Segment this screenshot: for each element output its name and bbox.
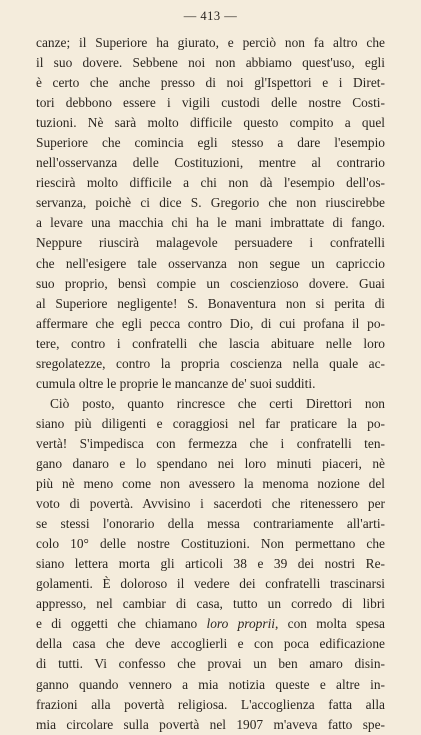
text-line: se stessi l'onorario della messa contrariamente all'arti- [36, 516, 385, 532]
text-line: della casa che deve accoglierli e con poca edificazione [36, 636, 385, 652]
text-line: mia circolare sulla povertà nel 1907 m'aveva fatto spe- [36, 716, 385, 732]
text-line: Neppure riuscirà malagevole persuadere i confratelli [36, 235, 385, 251]
text-line: affermare che egli pecca contro Dio, di cui profana il po- [36, 315, 385, 331]
text-line: sregolatezze, contro la propria coscienza nella quale ac- [36, 355, 385, 371]
text-line: riescirà molto difficile a chi non dà l'esempio dell'os- [36, 175, 385, 191]
text-line: cumula oltre le proprie le mancanze de' suoi sudditi. [36, 375, 316, 391]
text-line: siano lettera morta gli articoli 38 e 39 dei nostri Re- [36, 556, 385, 572]
text-line: ganno quando vennero a mia notizia queste e altre in- [36, 676, 385, 692]
body-text [36, 33, 385, 735]
text-line: gano danaro e lo spendano nei loro minuti piaceri, nè [36, 455, 385, 471]
text-line: tere, contro i confratelli che lascia abituare nelle loro [36, 335, 385, 351]
text-segment: , con molta spesa [275, 616, 385, 632]
text-line: a levare una macchia chi ha le mani imbrattate di fango. [36, 215, 385, 231]
text-segment: e di oggetti che chiamano [36, 616, 207, 632]
text-line: tuzioni. Nè sarà molto difficile questo compito a quel [36, 115, 385, 131]
text-line: al Superiore negligente! S. Bonaventura non si perita di [36, 295, 385, 311]
text-line: golamenti. È doloroso il vedere dei confratelli trascinarsi [36, 576, 385, 592]
page-number: — 413 — [183, 9, 238, 23]
text-line: nell'osservanza delle Costituzioni, mentre al contrario [36, 155, 385, 171]
italic-phrase: loro proprii [206, 616, 276, 632]
text-line-with-italic [36, 614, 385, 634]
text-line: suo proprio, bensì compie un coscienzioso dovere. Guai [36, 275, 385, 291]
paragraph-first-line: Ciò posto, quanto rincresce che certi Direttori non [50, 395, 385, 411]
text-line: siano più diligenti e coraggiosi nel far praticare la po- [36, 415, 385, 431]
text-line: canze; il Superiore ha giurato, e perciò non fa altro che [36, 35, 385, 50]
text-line: di tutti. Vi confesso che provai un ben amaro disin- [36, 656, 385, 672]
text-line: è certo che anche presso di noi gl'Ispettori e i Diret- [36, 75, 385, 91]
text-line: appresso, nel cambiar di casa, tutto un corredo di libri [36, 596, 385, 612]
text-line: il suo dovere. Sebbene noi non abbiamo quest'uso, egli [36, 55, 385, 71]
text-line: più nè meno come non avessero la menoma nozione del [36, 476, 385, 492]
text-line: che nell'esigere tale osservanza non segue un capriccio [36, 255, 385, 271]
text-line: Superiore che comincia egli stesso a dare l'esempio [36, 135, 385, 151]
text-line: tori debbono essere i vigili custodi delle nostre Costi- [36, 95, 385, 111]
text-line: frazioni alla povertà religiosa. L'accoglienza fatta alla [36, 696, 385, 712]
text-line: colo 10° delle nostre Costituzioni. Non permettano che [36, 536, 385, 552]
text-line: vertà! S'impedisca con fermezza che i confratelli ten- [36, 435, 385, 451]
text-line: voto di povertà. Avvisino i sacerdoti che ritenessero per [36, 496, 385, 512]
text-line: servanza, poichè ci dice S. Gregorio che non riuscirebbe [36, 195, 385, 211]
